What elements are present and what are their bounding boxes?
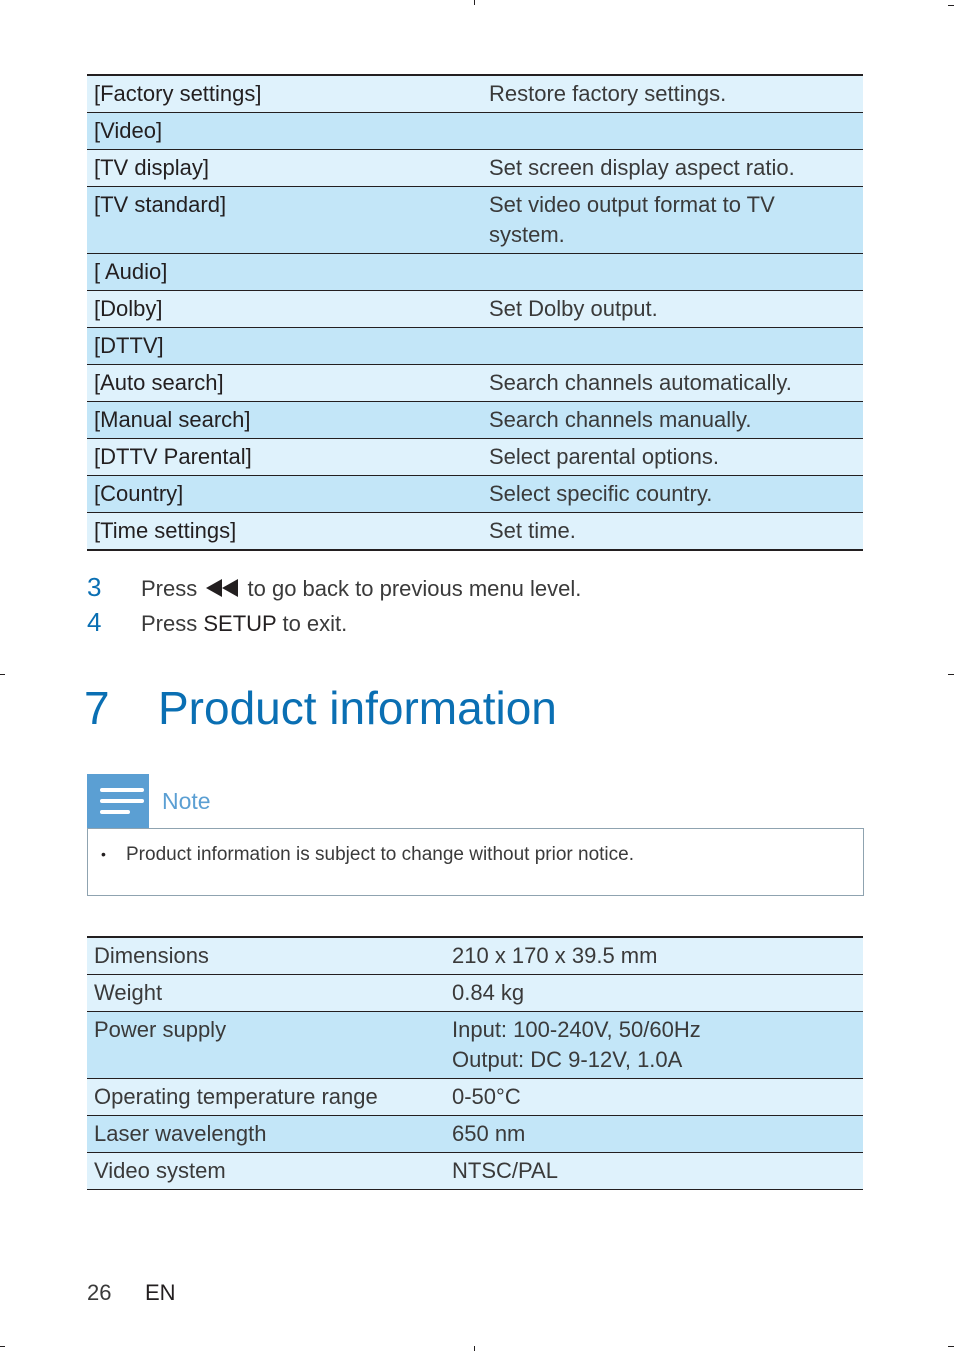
setting-name: [DTTV] [94, 333, 164, 358]
setting-description [482, 113, 863, 150]
setting-description: Restore factory settings. [489, 81, 727, 106]
spec-label: Dimensions [94, 943, 209, 968]
setting-description: Search channels automatically. [489, 370, 792, 395]
spec-value-line: Output: DC 9-12V, 1.0A [452, 1047, 683, 1072]
chapter-heading [84, 676, 557, 740]
table-row [87, 1116, 863, 1153]
step-number: 4 [87, 607, 102, 637]
settings-table [87, 74, 863, 551]
note-line [100, 788, 144, 792]
setting-name: [DTTV Parental] [94, 444, 252, 469]
step-text [141, 609, 347, 639]
table-row [87, 254, 863, 291]
rewind-icon [205, 578, 239, 598]
spec-table [87, 936, 863, 1190]
setting-name: [TV display] [94, 155, 209, 180]
spec-value: 0-50°C [452, 1084, 521, 1109]
table-row [87, 975, 863, 1012]
note-lines-icon [87, 774, 149, 828]
spec-value-line: Input: 100-240V, 50/60Hz [452, 1017, 701, 1042]
table-row [87, 439, 863, 476]
note-line [100, 799, 144, 803]
setting-name: [Dolby] [94, 296, 163, 321]
step-text-before: Press [141, 576, 198, 601]
step-text [141, 574, 581, 604]
setting-description [482, 328, 863, 365]
setting-description: Select specific country. [489, 481, 713, 506]
note-label: Note [162, 788, 211, 814]
setup-key: SETUP [203, 611, 277, 636]
spec-label: Laser wavelength [94, 1121, 267, 1146]
setting-description: Set video output format to TV system. [489, 192, 775, 247]
setting-description: Set Dolby output. [489, 296, 658, 321]
crop-mark [474, 0, 475, 5]
setting-description: Select parental options. [489, 444, 719, 469]
table-row [87, 937, 863, 975]
setting-name: [TV standard] [94, 192, 227, 217]
spec-value [445, 1012, 863, 1079]
spec-label: Operating temperature range [94, 1084, 378, 1109]
spec-value: 650 nm [452, 1121, 526, 1146]
spec-value: NTSC/PAL [452, 1158, 558, 1183]
spec-value: 0.84 kg [452, 980, 525, 1005]
table-row [87, 187, 863, 254]
chapter-title: Product information [158, 682, 557, 734]
crop-mark [0, 674, 5, 675]
crop-mark [948, 1346, 954, 1347]
crop-mark [948, 5, 954, 6]
step-number: 3 [87, 572, 102, 602]
table-row [87, 513, 863, 551]
spec-label: Weight [94, 980, 163, 1005]
table-row [87, 1079, 863, 1116]
setting-description: Set time. [489, 518, 576, 543]
setting-name: [ Audio] [94, 259, 168, 284]
table-row [87, 476, 863, 513]
table-row [87, 402, 863, 439]
language-code: EN [145, 1280, 176, 1305]
table-row [87, 150, 863, 187]
crop-mark [474, 1346, 475, 1351]
crop-mark [0, 1346, 5, 1347]
table-row [87, 75, 863, 113]
table-row [87, 1012, 863, 1079]
table-row [87, 113, 863, 150]
setting-name: [Country] [94, 481, 184, 506]
spec-value: 210 x 170 x 39.5 mm [452, 943, 658, 968]
spec-label: Video system [94, 1158, 226, 1183]
note-text: Product information is subject to change without prior notice. [126, 844, 634, 865]
bullet: • [101, 846, 106, 862]
setting-description: Search channels manually. [489, 407, 752, 432]
setting-name: [Time settings] [94, 518, 237, 543]
step-text-after: to exit. [282, 611, 348, 636]
table-row [87, 1153, 863, 1190]
table-row [87, 291, 863, 328]
setting-name: [Factory settings] [94, 81, 262, 106]
note-box [87, 828, 864, 896]
step-text-before: Press [141, 611, 198, 636]
setting-name: [Video] [94, 118, 163, 143]
note-line [100, 810, 130, 814]
spec-label: Power supply [94, 1017, 227, 1042]
table-row [87, 365, 863, 402]
page-number: 26 [87, 1280, 112, 1305]
step-text-after: to go back to previous menu level. [247, 576, 582, 601]
setting-name: [Manual search] [94, 407, 251, 432]
table-row [87, 328, 863, 365]
crop-mark [948, 674, 954, 675]
setting-description [482, 254, 863, 291]
setting-name: [Auto search] [94, 370, 224, 395]
setting-description: Set screen display aspect ratio. [489, 155, 795, 180]
chapter-number: 7 [84, 682, 110, 734]
